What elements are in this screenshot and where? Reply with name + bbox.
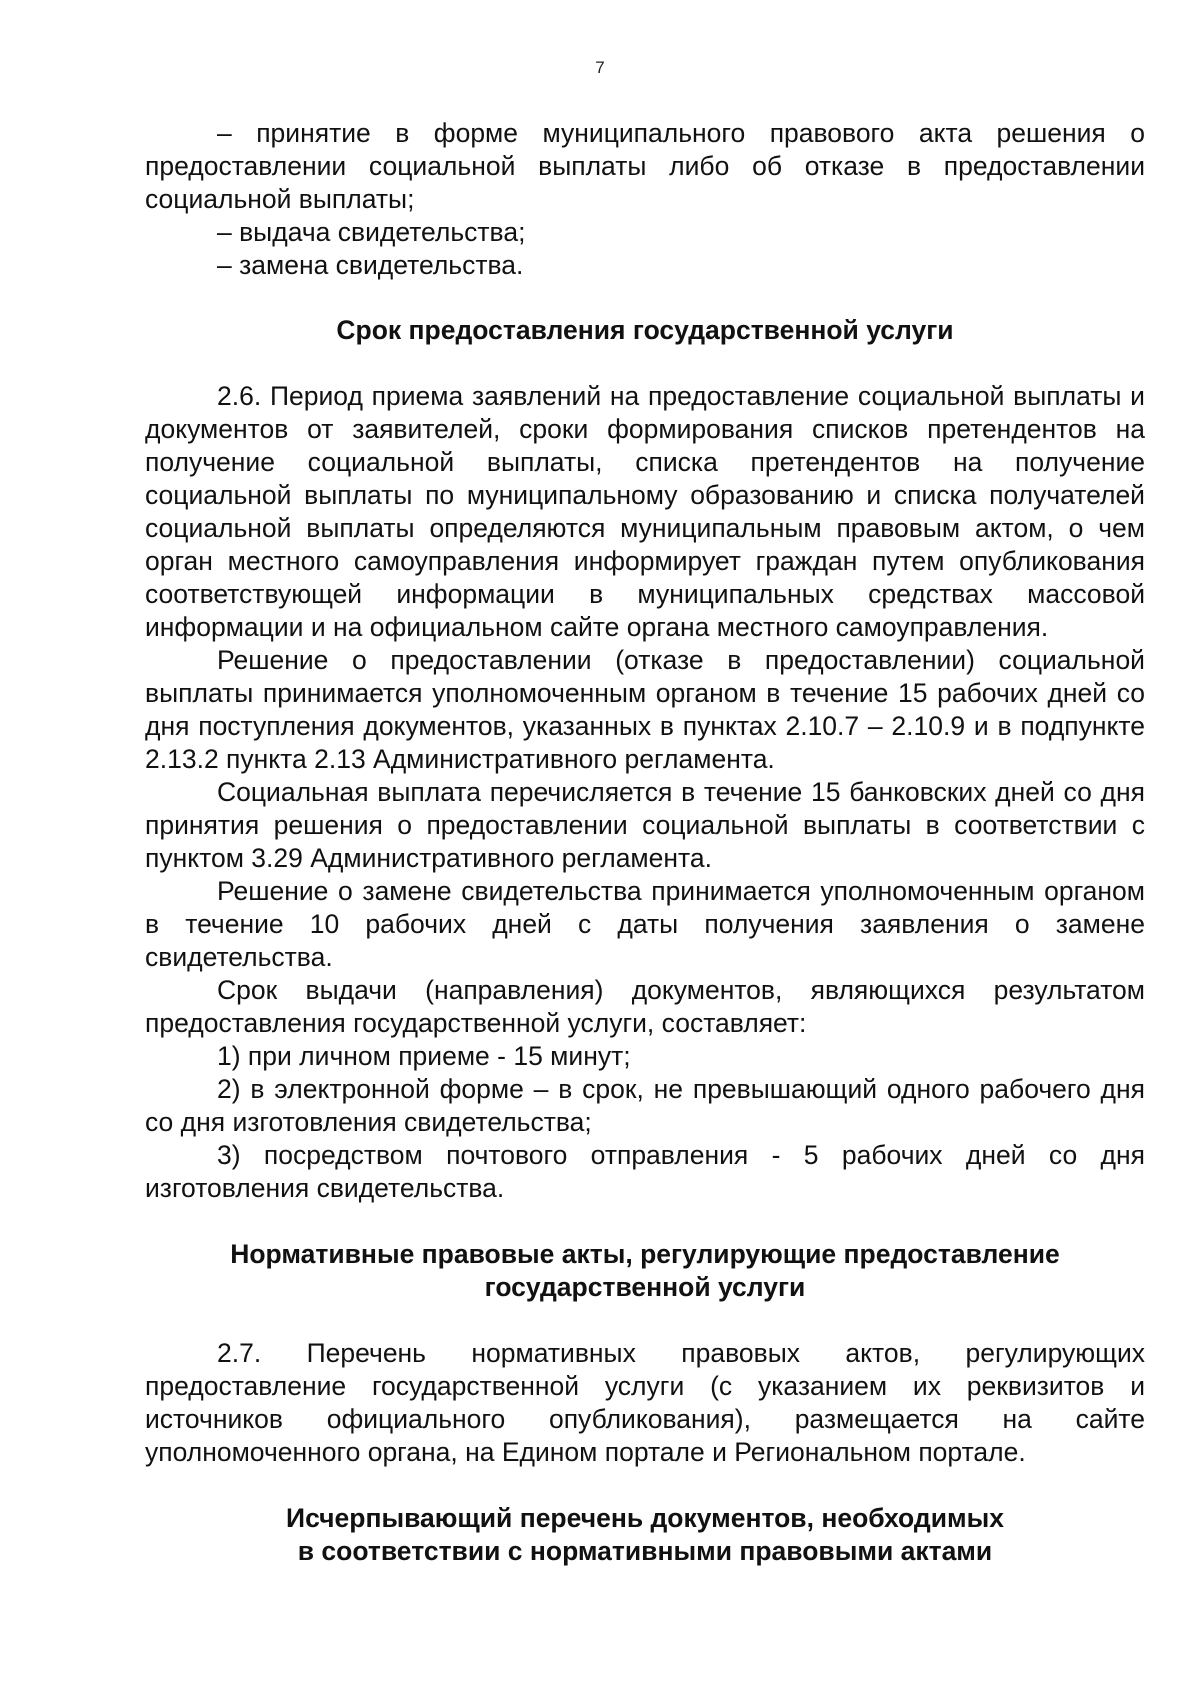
section-heading-documents-list bbox=[145, 1502, 1145, 1568]
section-heading-service-term: Срок предоставления государственной услуги bbox=[336, 315, 954, 345]
document-body bbox=[145, 117, 1145, 1568]
list-item-electronic: 2) в электронной форме – в срок, не превышающий одного рабочего дня со дня изготовления свидетельства; bbox=[145, 1074, 1145, 1137]
section-heading-documents-list-line1: Исчерпывающий перечень документов, необходимых bbox=[286, 1503, 1004, 1533]
paragraph-certificate-replacement: Решение о замене свидетельства принимается уполномоченным органом в течение 10 рабочих дней с даты получения заявления о замене свидетельства. bbox=[145, 876, 1145, 972]
intro-item-replace-certificate: – замена свидетельства. bbox=[217, 250, 524, 280]
intro-item-issue-certificate: – выдача свидетельства; bbox=[217, 217, 526, 247]
list-item-postal: 3) посредством почтового отправления - 5 рабочих дней со дня изготовления свидетельства. bbox=[145, 1140, 1145, 1203]
paragraph-issue-term: Срок выдачи (направления) документов, являющихся результатом предоставления государственной услуги, составляет: bbox=[145, 975, 1145, 1038]
paragraph-2-7: 2.7. Перечень нормативных правовых актов, регулирующих предоставление государственной услуги (с указанием их реквизитов и источников официального опубликования), размещается на сайте уполномоченного органа, на Едином портале и Региональном портале. bbox=[145, 1338, 1145, 1467]
section-heading-documents-list-line2: в соответствии с нормативными правовыми актами bbox=[297, 1536, 993, 1566]
section-heading-legal-acts-line2: государственной услуги bbox=[484, 1272, 806, 1302]
paragraph-payment-transfer: Социальная выплата перечисляется в течение 15 банковских дней со дня принятия решения о предоставлении социальной выплаты в соответствии с пунктом 3.29 Административного регламента. bbox=[145, 777, 1145, 873]
section-heading-legal-acts-line1: Нормативные правовые акты, регулирующие предоставление bbox=[230, 1239, 1060, 1269]
list-item-in-person: 1) при личном приеме - 15 минут; bbox=[217, 1041, 631, 1071]
paragraph-2-6: 2.6. Период приема заявлений на предоставление социальной выплаты и документов от заявителей, сроки формирования списков претендентов на получение социальной выплаты, списка претендентов на получение социальной выплаты по муниципальному образованию и списка получателей социальной выплаты определяются муниципальным правовым актом, о чем орган местного самоуправления информирует граждан путем опубликования соответствующей информации в муниципальных средствах массовой информации и на официальном сайте органа местного самоуправления. bbox=[145, 381, 1145, 642]
intro-item-decision: – принятие в форме муниципального правового акта решения о предоставлении социальной выплаты либо об отказе в предоставлении социальной выплаты; bbox=[145, 118, 1145, 214]
page-number: 7 bbox=[595, 58, 605, 77]
paragraph-decision-term: Решение о предоставлении (отказе в предоставлении) социальной выплаты принимается уполномоченным органом в течение 15 рабочих дней со дня поступления документов, указанных в пунктах 2.10.7 – 2.10.9 и в подпункте 2.13.2 пункта 2.13 Административного регламента. bbox=[145, 645, 1145, 774]
section-heading-legal-acts bbox=[145, 1238, 1145, 1304]
